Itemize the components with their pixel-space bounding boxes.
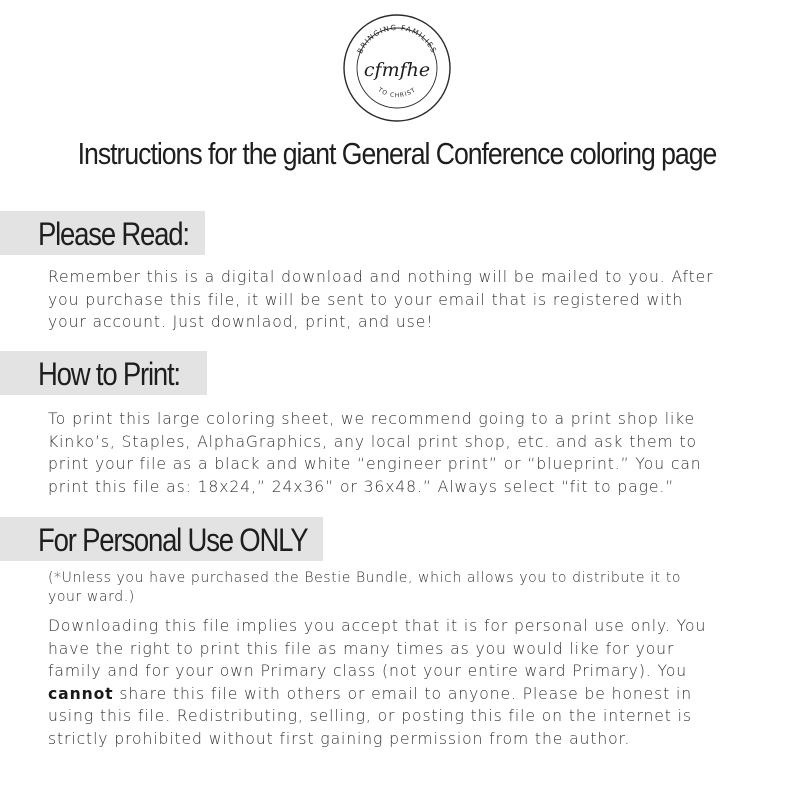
personal-use-line: Downloading this file implies you accept that it is for personal use only. You	[48, 617, 707, 635]
how-to-print-paragraph	[48, 408, 768, 498]
svg-text:BRINGING FAMILIES	[355, 23, 439, 55]
cannot-emphasis: cannot	[48, 684, 114, 703]
personal-use-banner	[0, 517, 323, 561]
personal-use-note	[48, 569, 768, 607]
how-to-print-line: To print this large coloring sheet, we recommend going to a print shop like	[48, 410, 696, 428]
personal-use-note-line: your ward.)	[48, 589, 135, 605]
please-read-paragraph	[48, 266, 768, 334]
logo-wordmark: cfmfhe	[363, 59, 431, 81]
svg-text:TO CHRIST	[376, 86, 418, 99]
please-read-line: Remember this is a digital download and nothing will be mailed to you. After	[48, 268, 714, 286]
how-to-print-line: print your file as a black and white “engineer print” or “blueprint.” You can	[48, 455, 702, 473]
page-title: Instructions for the giant General Conference coloring page	[77, 136, 717, 171]
personal-use-note-line: (*Unless you have purchased the Bestie Bundle, which allows you to distribute it to	[48, 570, 682, 586]
circle-logo-icon	[341, 12, 453, 124]
please-read-line: your account. Just downlaod, print, and use!	[48, 313, 434, 331]
personal-use-line: strictly prohibited without first gaining permission from the author.	[48, 729, 631, 748]
please-read-line: you purchase this file, it will be sent to your email that is registered with	[48, 290, 684, 309]
logo-ring-top-text: BRINGING FAMILIES	[355, 22, 439, 55]
please-read-heading: Please Read:	[38, 216, 189, 252]
personal-use-line	[48, 683, 768, 706]
please-read-banner	[0, 211, 205, 255]
personal-use-line: family and for your own Primary class (not your entire ward Primary). You	[48, 662, 688, 680]
how-to-print-line: print this file as: 18x24,” 24x36” or 36x48.” Always select “fit to page.”	[48, 477, 675, 496]
personal-use-line: using this file. Redistributing, selling, or posting this file on the internet is	[48, 707, 692, 725]
personal-use-line: have the right to print this file as many times as you would like for your	[48, 639, 675, 658]
logo-ring-bottom-text: TO CHRIST	[376, 86, 418, 100]
personal-use-line-rest: share this file with others or email to anyone. Please be honest in	[113, 684, 693, 703]
personal-use-paragraph	[48, 615, 768, 750]
how-to-print-heading: How to Print:	[38, 356, 180, 392]
personal-use-heading: For Personal Use ONLY	[38, 522, 308, 558]
how-to-print-line: Kinko’s, Staples, AlphaGraphics, any local print shop, etc. and ask them to	[48, 432, 697, 451]
how-to-print-banner	[0, 351, 207, 395]
